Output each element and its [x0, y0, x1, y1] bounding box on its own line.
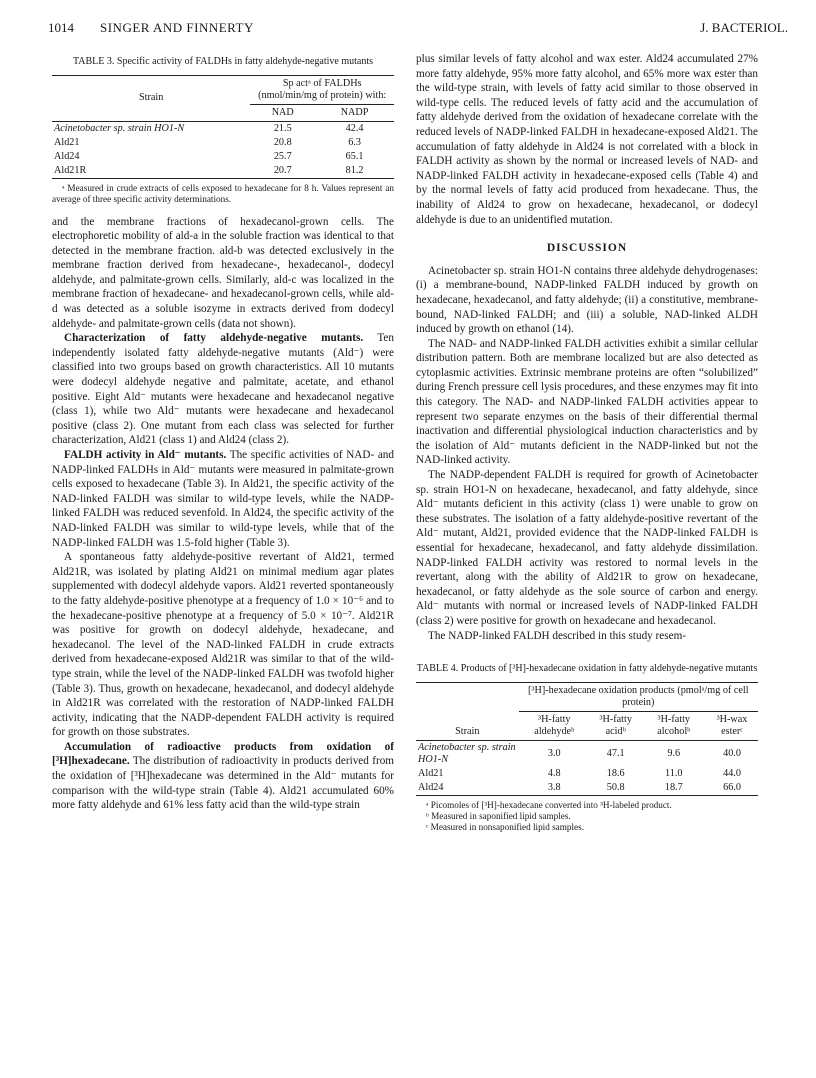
- table4-aldehyde: 3.8: [547, 781, 561, 793]
- table4-aldehyde: 3.0: [547, 747, 561, 759]
- table4-header-aldehyde: ³H-fatty aldehydeᵇ: [519, 711, 590, 740]
- table3-strain: Acinetobacter sp. strain HO1-N: [54, 122, 185, 134]
- table4: [416, 663, 758, 833]
- paragraph: The NADP-linked FALDH described in this study resem-: [428, 629, 686, 642]
- table4-footnote-b: ᵇ Measured in saponified lipid samples.: [426, 810, 571, 821]
- page-number: 1014: [48, 20, 74, 35]
- table3-header-group: Sp actᵃ of FALDHs (nmol/min/mg of protein) with:: [250, 75, 394, 104]
- table3-header-nadp: NADP: [315, 104, 394, 121]
- table-row: [52, 121, 394, 136]
- right-column: [416, 52, 758, 833]
- table3-nadp: 42.4: [345, 122, 364, 134]
- table4-header-wax: ³H-wax esterᶜ: [706, 711, 758, 740]
- paragraph: and the membrane fractions of hexadecanol-grown cells. The electrophoretic mobility of ald-a in the soluble fraction was identical to that detected in the membrane fraction. ald-b was detected exclusively in the membrane fraction derived from hexadecane-, hexadecanol-, dodecyl aldehyde, and palmitate-grown cells. Similarly, ald-c was localized in the membrane fraction of hexadecane- and hexadecanol-grown cells, while ald-d was detected as a soluble isozyme in extracts derived from dodecyl aldehyde- and palmitate-grown cells (data not shown).: [52, 215, 394, 330]
- table4-strain: Ald21: [418, 767, 444, 779]
- table3-header-strain: Strain: [52, 75, 250, 121]
- section-heading: DISCUSSION: [546, 242, 628, 255]
- paragraph: Acinetobacter sp. strain HO1-N contains three aldehyde dehydrogenases: (i) a membrane-bound, NADP-linked FALDH induced by growth on hexadecane, hexadecanol, and fatty aldehyde; (ii) a constitutive, membrane-bound, NAD-linked FALDH; and (iii) a soluble, NAD-linked ALDH induced by growth on ethanol (14).: [416, 264, 758, 336]
- table3: [52, 56, 394, 205]
- table3-strain: Ald24: [54, 150, 80, 162]
- table3-nadp: 6.3: [348, 136, 361, 148]
- table3-grid: [52, 75, 394, 179]
- run-in-heading: FALDH activity in Ald⁻ mutants.: [64, 449, 227, 461]
- table4-acid: 47.1: [606, 747, 625, 759]
- table4-header-group: [³H]-hexadecane oxidation products (pmolᵃ/mg of cell protein): [519, 682, 758, 711]
- running-journal: J. BACTERIOL.: [700, 20, 788, 35]
- table4-wax: 40.0: [723, 747, 741, 759]
- table4-strain: Ald24: [418, 781, 444, 793]
- table4-acid: 18.6: [606, 767, 625, 779]
- table4-alcohol: 9.6: [667, 747, 681, 759]
- table-row: [416, 740, 758, 767]
- paragraph: The NAD- and NADP-linked FALDH activities exhibit a similar cellular distribution pattern. Both are membrane localized but are also detected as cytoplasmic activities. Extrinsic membrane proteins are often “solubilized” during French pressure cell lysis procedures, and these enzymes may fit into this category. The NAD- and NADP-linked FALDH activities appear to represent two separate enzymes on the basis of their differential thermal inactivation and differential physiological induction characteristics and by the isolation of Ald⁻ mutants deficient in the NADP-linked but not the NAD-linked activity.: [416, 337, 758, 467]
- table3-caption: TABLE 3. Specific activity of FALDHs in fatty aldehyde-negative mutants: [72, 56, 374, 67]
- left-column: [52, 52, 394, 813]
- table4-alcohol: 11.0: [665, 767, 683, 779]
- table3-footnote-a: ᵃ Measured in crude extracts of cells exposed to hexadecane for 8 h. Values represent an average of three specific activity determinations.: [52, 182, 394, 204]
- paragraph: Characterization of fatty aldehyde-negative mutants. Ten independently isolated fatty aldehyde-negative mutants (Ald⁻) were classified into two groups based on growth characteristics. All 10 mutants were dodecyl aldehyde negative and palmitate, acetate, and ethanol positive. Eight Ald⁻ mutants were hexadecane and hexadecanol negative (class 1), while two Ald⁻ mutants were hexadecane and hexadecanol positive (class 2). One mutant from each class was selected for further characterization, Ald21 (class 1) and Ald24 (class 2).: [52, 332, 394, 447]
- paragraph: A spontaneous fatty aldehyde-positive revertant of Ald21, termed Ald21R, was isolated by plating Ald21 on minimal medium agar plates supplemented with dodecyl aldehyde vapors. Ald21 reverted spontaneously to the fatty aldehyde-positive phenotype at a frequency of 1.0 × 10⁻⁶ and to the hexadecane-positive phenotype at a frequency of 5.0 × 10⁻⁷. Ald21R was positive for growth on dodecyl aldehyde, hexadecane, and hexadecanol. The level of the NAD-linked FALDH in crude extracts derived from hexadecane-exposed Ald21R was similar to that of the wild-type strain, while the level of the NADP-linked FALDH was twofold higher (Table 3). Thus, growth on hexadecane, hexadecanol, and dodecyl aldehyde in Ald21R was correlated with the restoration of NADP-linked FALDH activity, indicating that the NADP-dependent FALDH activity is required for growth on those substrates.: [52, 551, 394, 739]
- table-row: [416, 767, 758, 781]
- table4-grid: [416, 682, 758, 796]
- table3-nad: 20.8: [273, 136, 292, 148]
- table4-header-acid: ³H-fatty acidᵇ: [590, 711, 642, 740]
- table4-footnote-c: ᶜ Measured in nonsaponified lipid samples.: [426, 821, 584, 832]
- running-authors: SINGER AND FINNERTY: [100, 20, 254, 35]
- run-in-heading: Characterization of fatty aldehyde-negative mutants.: [64, 332, 364, 345]
- table3-nad: 21.5: [273, 122, 292, 134]
- paragraph: Accumulation of radioactive products from oxidation of [³H]hexadecane. The distribution of radioactivity in products derived from the oxidation of [³H]hexadecane was determined in the Ald⁻ mutants for comparison with the wild-type strain (Table 4). Ald21 accumulated 60% more fatty aldehyde and 61% less fatty acid than the wild-type strain: [52, 740, 394, 812]
- table3-footnotes: [52, 183, 394, 205]
- table3-nad: 20.7: [273, 164, 292, 176]
- paragraph: The NADP-dependent FALDH is required for growth of Acinetobacter sp. strain HO1-N on hexadecane, hexadecanol, and fatty aldehyde, since Ald⁻ mutants deficient in this activity (class 1) were unable to grow on these substrates. The isolation of a fatty aldehyde-positive revertant of the Ald⁻ mutant, Ald21, provided evidence that the NADP-linked FALDH is essential for hexadecane, hexadecanol, and fatty aldehyde dissimilation. NADP-linked FALDH activity was restored to normal levels in the revertant, along with the ability of Ald21R to grow on hexadecane, hexadecanol, or fatty aldehyde as the sole source of carbon and energy. Ald⁻ mutants with normal or increased levels of NADP-linked FALDH (class 2) were positive for growth on hexadecane and hexadecanol.: [416, 469, 758, 627]
- table-row: [52, 136, 394, 150]
- table4-wax: 44.0: [723, 767, 741, 779]
- table3-nad: 25.7: [273, 150, 292, 162]
- run-in-heading: Accumulation of radioactive products from oxidation of [³H]hexadecane.: [52, 740, 394, 768]
- table4-strain: Acinetobacter sp. strain HO1-N: [418, 741, 516, 765]
- paragraph: FALDH activity in Ald⁻ mutants. The specific activities of NAD- and NADP-linked FALDHs in Ald⁻ mutants were measured in palmitate-grown cells exposed to hexadecane (Table 3). In Ald21, the specific activity of the NAD-linked FALDH was similar to wild-type levels, while the NADP-linked FALDH was reduced sevenfold. In Ald24, the specific activity of the NAD-linked FALDH was similar to wild-type levels, while that of the NADP-linked FALDH was 1.5-fold higher (Table 3).: [52, 449, 394, 549]
- table3-header-nad: NAD: [250, 104, 315, 121]
- table4-caption: TABLE 4. Products of [³H]-hexadecane oxidation in fatty aldehyde-negative mutants: [416, 663, 758, 675]
- table4-acid: 50.8: [606, 781, 625, 793]
- table3-nadp: 81.2: [345, 164, 364, 176]
- table4-footnotes: [416, 800, 758, 833]
- table4-header-alcohol: ³H-fatty alcoholᵇ: [641, 711, 706, 740]
- table3-nadp: 65.1: [345, 150, 364, 162]
- table-row: [52, 150, 394, 164]
- paragraph: plus similar levels of fatty alcohol and wax ester. Ald24 accumulated 27% more fatty aldehyde, 95% more fatty alcohol, and 65% more wax ester than the wild-type strain, with levels of fatty acid similar to those observed in wild-type cells. The reduced levels of fatty acid and the accumulation of fatty aldehyde derived from the oxidation of hexadecane correlate with the reduced levels of NADP-linked FALDH in hexadecane-exposed Ald21. The accumulation of fatty aldehyde in Ald24 is not correlated with a block in FALDH activity as shown by the normal or increased levels of NAD- and NADP-linked FALDH activity in hexadecane-exposed cells (Table 4) and by the normal levels of fatty acid produced from hexadecane. Thus, the inability of Ald24 to grow on hexadecane, hexadecanol, or dodecyl aldehyde is due to an unidentified mutation.: [416, 53, 758, 226]
- table4-wax: 66.0: [723, 781, 741, 793]
- table4-aldehyde: 4.8: [547, 767, 561, 779]
- running-header: [48, 20, 788, 38]
- table3-strain: Ald21: [54, 136, 80, 148]
- table4-alcohol: 18.7: [664, 781, 683, 793]
- table-row: [416, 781, 758, 796]
- table-row: [52, 164, 394, 179]
- table4-footnote-a: ᵃ Picomoles of [³H]-hexadecane converted into ³H-labeled product.: [426, 799, 672, 810]
- table4-header-strain: Strain: [416, 682, 519, 740]
- table3-strain: Ald21R: [54, 164, 87, 176]
